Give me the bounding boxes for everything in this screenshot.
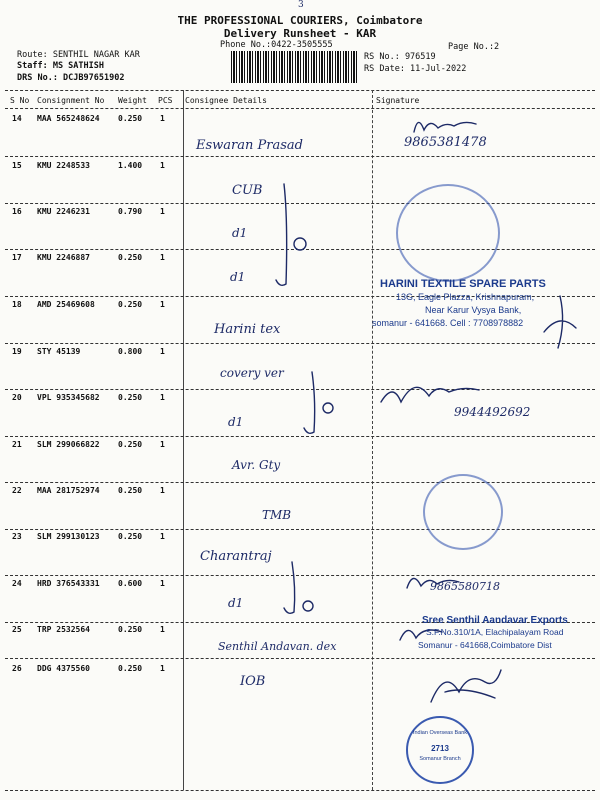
row-pcs: 1 — [160, 440, 165, 449]
harini-stamp-name: HARINI TEXTILE SPARE PARTS — [380, 278, 546, 290]
document-subtitle: Delivery Runsheet - KAR — [223, 27, 377, 40]
iob-stamp-top: Indian Overseas Bank — [412, 730, 468, 736]
col-pcs: PCS — [158, 96, 173, 105]
ditto-bracket — [278, 560, 328, 620]
route: Route: SENTHIL NAGAR KAR — [17, 50, 140, 60]
header-bottom-rule — [5, 108, 595, 109]
row-sno: 21 — [12, 440, 22, 449]
row-weight: 0.250 — [118, 253, 143, 262]
row-pcs: 1 — [160, 579, 165, 588]
row-separator — [5, 156, 595, 157]
table-row — [0, 347, 600, 361]
col-consignment: Consignment No — [37, 96, 105, 105]
iob-stamp-code: 2713 — [431, 744, 449, 753]
row-weight: 0.800 — [118, 347, 143, 356]
row-pcs: 1 — [160, 207, 165, 216]
table-row — [0, 664, 600, 678]
handwritten-phone: 9865580718 — [430, 580, 500, 593]
handwritten-consignee: TMB — [262, 508, 292, 522]
row-pcs: 1 — [160, 393, 165, 402]
row-sno: 14 — [12, 114, 22, 123]
row-weight: 0.250 — [118, 664, 143, 673]
row-sno: 24 — [12, 579, 22, 588]
harini-stamp-line: 13G, Eagle Plazza, Krishnapuram, — [396, 292, 535, 302]
row-sno: 23 — [12, 532, 22, 541]
row-sno: 18 — [12, 300, 22, 309]
row-weight: 0.790 — [118, 207, 143, 216]
row-weight: 0.250 — [118, 532, 143, 541]
header-top-rule — [5, 90, 595, 91]
row-sno: 15 — [12, 161, 22, 170]
row-consignment: MAA 565248624 — [37, 114, 100, 123]
row-sno: 25 — [12, 625, 22, 634]
harini-stamp-line: somanur - 641668. Cell : 7708978882 — [372, 318, 524, 328]
row-consignment: DDG 4375560 — [37, 664, 90, 673]
iob-stamp — [406, 716, 474, 784]
row-consignment: KMU 2246231 — [37, 207, 90, 216]
barcode — [231, 51, 359, 83]
row-pcs: 1 — [160, 300, 165, 309]
row-consignment: KMU 2246887 — [37, 253, 90, 262]
handwritten-consignee: Harini tex — [214, 322, 281, 337]
iob-stamp-branch: Somanur Branch — [419, 756, 461, 762]
handwritten-phone: 9944492692 — [454, 405, 531, 419]
row-weight: 0.600 — [118, 579, 143, 588]
row-sno: 16 — [12, 207, 22, 216]
row-separator — [5, 343, 595, 344]
page-number: Page No.:2 — [448, 42, 500, 52]
row-consignment: HRD 376543331 — [37, 579, 100, 588]
round-stamp — [423, 474, 503, 550]
staff: Staff: MS SATHISH — [17, 61, 104, 71]
senthil-stamp-line: Somanur - 641668,Coimbatore Dist — [418, 640, 552, 650]
rs-date: RS Date: 11-Jul-2022 — [364, 64, 467, 74]
row-pcs: 1 — [160, 347, 165, 356]
row-pcs: 1 — [160, 114, 165, 123]
signature-scribble — [425, 662, 505, 710]
row-weight: 1.400 — [118, 161, 143, 170]
row-weight: 0.250 — [118, 440, 143, 449]
row-pcs: 1 — [160, 253, 165, 262]
table-row — [0, 486, 600, 500]
row-sno: 20 — [12, 393, 22, 402]
row-separator — [5, 790, 595, 791]
row-consignment: MAA 281752974 — [37, 486, 100, 495]
row-consignment: VPL 935345682 — [37, 393, 100, 402]
col-sno: S No — [10, 96, 30, 105]
row-sno: 17 — [12, 253, 22, 262]
document-title: THE PROFESSIONAL COURIERS, Coimbatore — [177, 14, 423, 27]
handwritten-consignee: d1 — [232, 226, 248, 240]
row-consignment: SLM 299130123 — [37, 532, 100, 541]
table-row — [0, 161, 600, 175]
handwritten-consignee: d1 — [228, 596, 244, 610]
col-weight: Weight — [118, 96, 147, 105]
table-row — [0, 532, 600, 546]
col-signature: Signature — [376, 96, 420, 105]
handwritten-consignee: Avr. Gty — [232, 458, 281, 472]
senthil-stamp-line: S.F.No.310/1A, Elachipalayam Road — [426, 627, 564, 637]
handwritten-phone: 9865381478 — [404, 135, 487, 150]
handwritten-consignee: covery ver — [220, 366, 284, 380]
col-consignee: Consignee Details — [185, 96, 267, 105]
rs-number: RS No.: 976519 — [364, 52, 436, 62]
row-pcs: 1 — [160, 486, 165, 495]
handwritten-consignee: CUB — [232, 183, 263, 198]
table-row — [0, 114, 600, 128]
handwritten-consignee: d1 — [228, 415, 244, 429]
row-sno: 26 — [12, 664, 22, 673]
drs-number: DRS No.: DCJB97651902 — [17, 73, 125, 83]
row-sno: 22 — [12, 486, 22, 495]
row-pcs: 1 — [160, 625, 165, 634]
handwritten-consignee: IOB — [240, 674, 266, 689]
row-separator — [5, 529, 595, 530]
row-pcs: 1 — [160, 161, 165, 170]
row-weight: 0.250 — [118, 393, 143, 402]
row-consignment: TRP 2532564 — [37, 625, 90, 634]
table-row — [0, 440, 600, 454]
ditto-bracket — [298, 370, 348, 440]
row-consignment: KMU 2248533 — [37, 161, 90, 170]
row-separator — [5, 482, 595, 483]
row-separator — [5, 658, 595, 659]
harini-stamp-line: Near Karur Vysya Bank, — [425, 305, 522, 315]
ditto-bracket — [270, 180, 320, 290]
senthil-stamp-name: Sree Senthil Aandavar Exports — [422, 615, 568, 626]
handwritten-consignee: Eswaran Prasad — [196, 138, 303, 153]
top-mark: 3 — [298, 0, 304, 10]
phone-number: Phone No.:0422-3505555 — [220, 40, 333, 50]
handwritten-consignee: d1 — [230, 270, 246, 284]
signature-scribble — [540, 292, 580, 352]
row-weight: 0.250 — [118, 625, 143, 634]
row-consignment: AMD 25469608 — [37, 300, 95, 309]
row-weight: 0.250 — [118, 486, 143, 495]
round-stamp — [396, 184, 500, 282]
row-weight: 0.250 — [118, 114, 143, 123]
row-weight: 0.250 — [118, 300, 143, 309]
row-consignment: SLM 299066822 — [37, 440, 100, 449]
handwritten-consignee: Senthil Andavan. dex — [218, 640, 337, 653]
row-pcs: 1 — [160, 664, 165, 673]
row-sno: 19 — [12, 347, 22, 356]
row-pcs: 1 — [160, 532, 165, 541]
row-consignment: STY 45139 — [37, 347, 81, 356]
handwritten-consignee: Charantraj — [200, 549, 272, 564]
